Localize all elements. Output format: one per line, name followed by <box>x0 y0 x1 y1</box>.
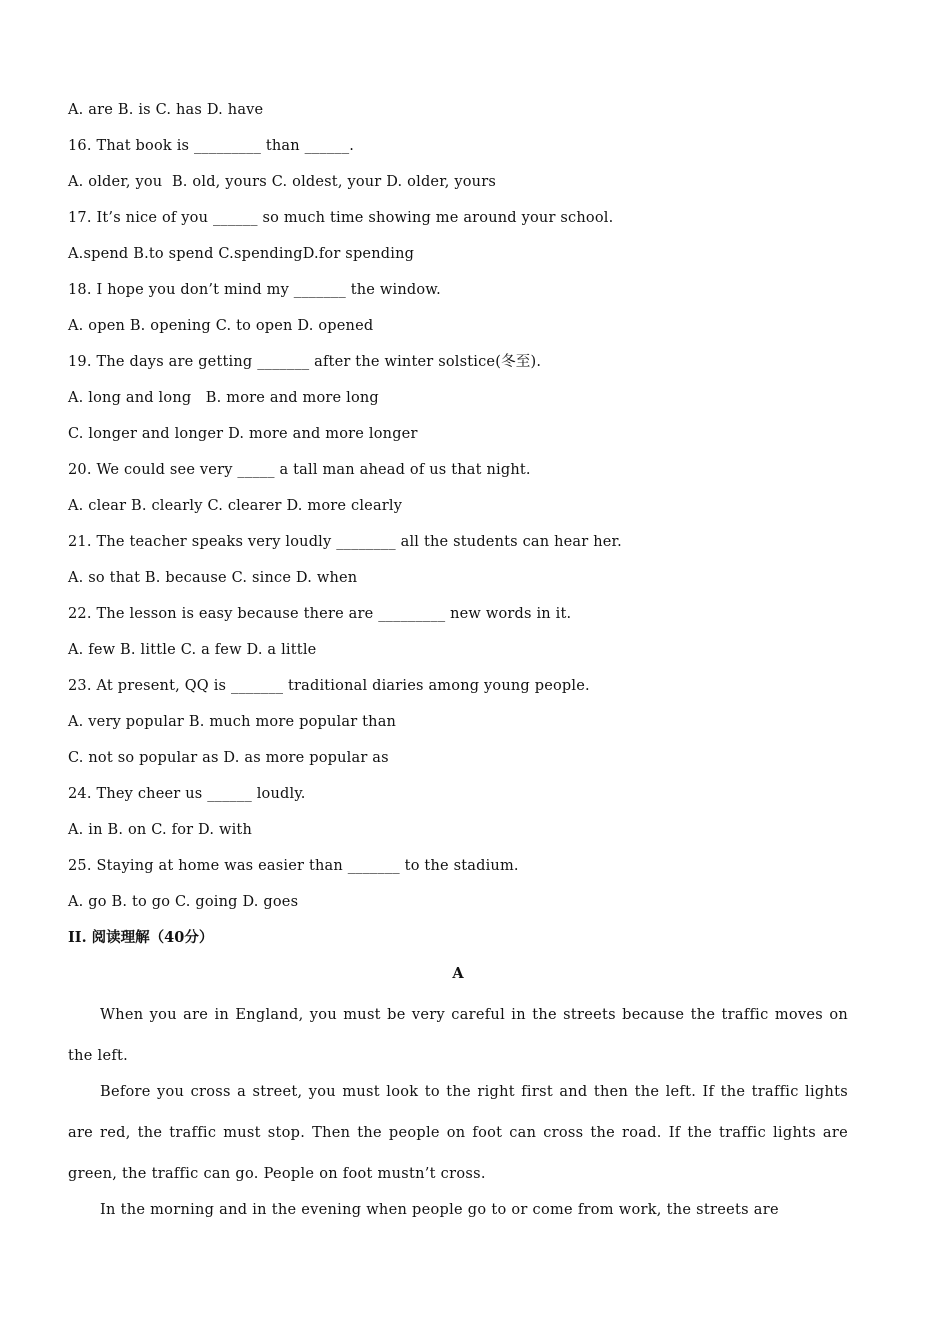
question-22: 22. The lesson is easy because there are _________ new words in it. <box>68 606 572 622</box>
question-25: 25. Staying at home was easier than _______ to the stadium. <box>68 858 519 874</box>
options-q22: A. few B. little C. a few D. a little <box>68 642 317 658</box>
question-23: 23. At present, QQ is _______ traditional diaries among young people. <box>68 678 590 694</box>
question-16: 16. That book is _________ than ______. <box>68 138 355 154</box>
options-q18: A. open B. opening C. to open D. opened <box>68 318 374 334</box>
options-q15: A. are B. is C. has D. have <box>68 102 264 118</box>
question-18: 18. I hope you don’t mind my _______ the window. <box>68 282 441 298</box>
passage-paragraph-3: In the morning and in the evening when people go to or come from work, the streets are <box>100 1202 779 1218</box>
options-q24: A. in B. on C. for D. with <box>68 822 253 838</box>
options-q19-a: A. long and long B. more and more long <box>68 390 379 406</box>
question-20: 20. We could see very _____ a tall man ahead of us that night. <box>68 462 531 478</box>
options-q16: A. older, you B. old, yours C. oldest, your D. older, yours <box>68 174 496 190</box>
options-q19-b: C. longer and longer D. more and more longer <box>68 426 418 442</box>
question-21: 21. The teacher speaks very loudly ________ all the students can hear her. <box>68 534 622 550</box>
options-q17: A.spend B.to spend C.spendingD.for spending <box>68 246 415 262</box>
options-q23-a: A. very popular B. much more popular than <box>68 714 397 730</box>
options-q23-b: C. not so popular as D. as more popular as <box>68 750 389 766</box>
options-q25: A. go B. to go C. going D. goes <box>68 894 299 910</box>
options-q21: A. so that B. because C. since D. when <box>68 570 358 586</box>
worksheet-page <box>68 100 848 1231</box>
section-heading: II. 阅读理解（40分） <box>68 929 214 946</box>
question-19: 19. The days are getting _______ after the winter solstice(冬至). <box>68 354 542 370</box>
question-17: 17. It’s nice of you ______ so much time showing me around your school. <box>68 210 614 226</box>
question-24: 24. They cheer us ______ loudly. <box>68 786 306 802</box>
passage-label: A <box>452 965 464 982</box>
options-q20: A. clear B. clearly C. clearer D. more clearly <box>68 498 403 514</box>
passage-paragraph-2: Before you cross a street, you must look to the right first and then the left. If the traffic lights are red, the traffic must stop. Then the people on foot can cross the road. If the traffic lights are green, the traffic can go. People on foot mustn’t cross. <box>68 1084 848 1182</box>
passage-paragraph-1: When you are in England, you must be very careful in the streets because the traffic moves on the left. <box>68 1007 848 1064</box>
